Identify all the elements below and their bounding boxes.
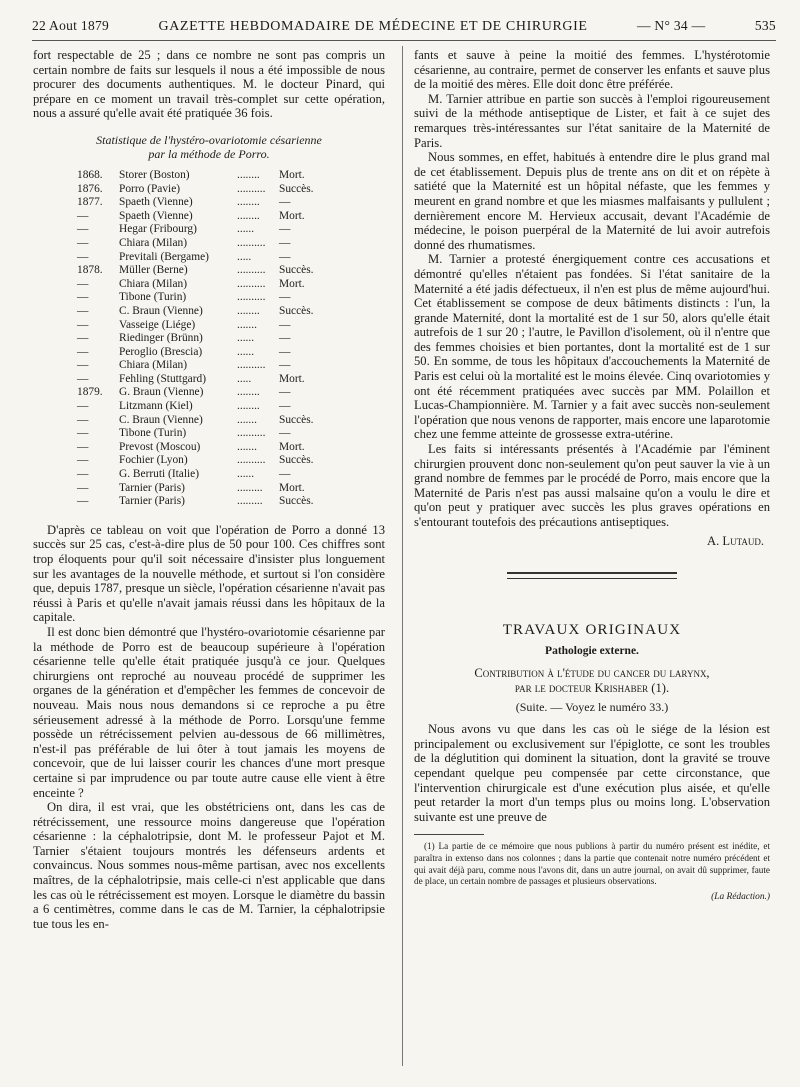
article-title [414, 666, 770, 695]
stat-result: — [279, 196, 291, 209]
stat-year: — [77, 400, 89, 413]
stat-leader: ........ [237, 196, 260, 209]
stat-leader: ........ [237, 209, 260, 222]
stat-leader: ....... [237, 440, 257, 453]
stat-surgeon: Spaeth (Vienne) [119, 209, 193, 222]
stat-leader: ........ [237, 386, 260, 399]
stat-leader: .......... [237, 454, 266, 467]
statistics-row [77, 237, 339, 251]
section-subtitle: Pathologie externe. [545, 644, 639, 657]
statistics-row [77, 332, 339, 346]
statistics-row [77, 427, 339, 441]
stat-leader: ...... [237, 223, 255, 236]
stat-surgeon: G. Braun (Vienne) [119, 386, 204, 399]
statistics-row [77, 210, 339, 224]
stat-result: — [279, 345, 291, 358]
stat-result: — [279, 400, 291, 413]
statistics-row [77, 264, 339, 278]
stat-surgeon: C. Braun (Vienne) [119, 413, 203, 426]
stat-year: — [77, 413, 89, 426]
right-paragraph-3: Nous sommes, en effet, habitués à entendre dire le plus grand mal de cet établissement. Depuis plus de trente ans on dit et on répète à satiété que la Maternité est un hôpital néfaste, que les femmes y meurent en grand nombre et que les miasmes malfaisants y pullulent ; dernièrement encore M. Hervieux accusait, devant l'Académie de médecine, le poison puerpéral de la Maternité de lui avoir autrefois donné des rhumatismes. [414, 150, 770, 252]
stat-result: Succès. [279, 182, 314, 195]
statistics-title-line-1: Statistique de l'hystéro-ovariotomie césarienne [96, 132, 322, 147]
stat-year: — [77, 291, 89, 304]
stat-surgeon: Fehling (Stuttgard) [119, 372, 207, 385]
stat-result: — [279, 236, 291, 249]
stat-year: — [77, 372, 89, 385]
article-title-line-2: par le docteur Krishaber (1). [514, 680, 670, 695]
stat-result: — [279, 427, 291, 440]
stat-result: Succès. [279, 413, 314, 426]
stat-leader: ........ [237, 304, 260, 317]
right-column [414, 48, 770, 904]
statistics-row [77, 183, 339, 197]
stat-result: — [279, 468, 291, 481]
statistics-title-line-2: par la méthode de Porro. [148, 146, 270, 161]
stat-surgeon: Prevost (Moscou) [119, 440, 201, 453]
statistics-row [77, 291, 339, 305]
stat-surgeon: Chiara (Milan) [119, 359, 188, 372]
statistics-row [77, 346, 339, 360]
stat-surgeon: Vasseige (Liége) [119, 318, 196, 331]
stat-result: Succès. [279, 264, 314, 277]
stat-leader: ...... [237, 332, 255, 345]
statistics-table-body [77, 169, 339, 509]
stat-surgeon: Porro (Pavie) [119, 182, 181, 195]
stat-leader: .......... [237, 236, 266, 249]
stat-leader: .......... [237, 291, 266, 304]
statistics-table [77, 169, 339, 509]
stat-result: Succès. [279, 495, 314, 508]
left-paragraph-2: D'après ce tableau on voit que l'opération de Porro a donné 13 succès sur 25 cas, c'est-à-dire plus de 50 pour 100. Ces chiffres sont trop éloquents pour qu'il soit nécessaire d'insister plus longuement sur les avantages de la nouvelle méthode, et surtout si l'on considère que, depuis 1787, presque un siècle, l'opération césarienne n'avait pas réussi à Paris et qu'elle n'avait jamais réussi dans les hôpitaux de la capitale. [33, 522, 385, 625]
journal-title: GAZETTE HEBDOMADAIRE DE MÉDECINE ET DE CHIRURGIE [158, 19, 588, 34]
left-paragraph-1: fort respectable de 25 ; dans ce nombre ne sont pas compris un certain nombre de faits sur lesquels il nous a été impossible de nous procurer des documents authentiques. M. le docteur Pinard, qui prépare en ce moment un travail très-complet sur cette opération, nous a assuré qu'elle avait été pratiquée 36 fois. [33, 48, 385, 121]
stat-surgeon: G. Berruti (Italie) [119, 468, 200, 481]
statistics-row [77, 495, 339, 509]
statistics-row [77, 400, 339, 414]
statistics-row [77, 251, 339, 265]
stat-surgeon: Spaeth (Vienne) [119, 196, 193, 209]
statistics-row [77, 169, 339, 183]
right-paragraph-6: Nous avons vu que dans les cas où le siége de la lésion est principalement ou exclusivement sur l'épiglotte, ce sont les troubles de la déglutition qui dominent la situation, dont la gravité se trouve cependant quelque peu compensée par cette circonstance, que l'intervention chirurgicale est d'une exécution plus aisée, et qu'elle peut retarder la mort d'un temps plus ou moins long. L'observation suivante est une preuve de [414, 722, 770, 824]
stat-result: Mort. [279, 440, 305, 453]
stat-result: — [279, 386, 291, 399]
stat-surgeon: Tibone (Turin) [119, 291, 187, 304]
statistics-row [77, 441, 339, 455]
stat-result: Succès. [279, 304, 314, 317]
stat-year: — [77, 318, 89, 331]
stat-result: — [279, 250, 291, 263]
stat-leader: ....... [237, 413, 257, 426]
footnote: (1) La partie de ce mémoire que nous publions à partir du numéro présent est inédite, et paraîtra in extenso dans nos colonnes ; dans la partie que contenait notre numéro précédent et qui avait déjà paru, comme nous l'avons dit, dans un autre journal, on avait dû supprimer, faute de place, un certain nombre de passages et plusieurs observations. [414, 841, 770, 887]
stat-year: 1879. [77, 386, 103, 399]
page-number: 535 [754, 18, 776, 33]
stat-surgeon: C. Braun (Vienne) [119, 304, 203, 317]
stat-year: 1877. [77, 196, 103, 209]
stat-year: — [77, 468, 89, 481]
stat-leader: ..... [237, 250, 252, 263]
stat-result: Mort. [279, 481, 305, 494]
stat-result: Mort. [279, 277, 305, 290]
stat-result: — [279, 223, 291, 236]
stat-surgeon: Tarnier (Paris) [119, 481, 185, 494]
stat-leader: ......... [237, 481, 263, 494]
author-signature: A. Lutaud. [706, 533, 764, 548]
stat-leader: .......... [237, 182, 266, 195]
stat-year: — [77, 277, 89, 290]
issue-number: — N° 34 — [636, 18, 706, 33]
stat-leader: ...... [237, 345, 255, 358]
footnote-signature: (La Rédaction.) [711, 891, 770, 902]
stat-year: — [77, 304, 89, 317]
statistics-row [77, 319, 339, 333]
right-paragraph-1: fants et sauve à peine la moitié des femmes. L'hystérotomie césarienne, au contraire, permet de conserver les enfants et sauve plus de la moitié des mères. Elle doit donc être préférée. [414, 48, 770, 92]
stat-surgeon: Peroglio (Brescia) [119, 345, 203, 358]
statistics-row [77, 468, 339, 482]
stat-year: — [77, 440, 89, 453]
article-title-line-1: Contribution à l'étude du cancer du larynx, [474, 666, 710, 681]
stat-leader: ..... [237, 372, 252, 385]
stat-leader: ......... [237, 495, 263, 508]
stat-year: — [77, 209, 89, 222]
stat-surgeon: Litzmann (Kiel) [119, 400, 193, 413]
stat-surgeon: Riedinger (Brünn) [119, 332, 203, 345]
stat-result: — [279, 359, 291, 372]
stat-leader: ....... [237, 318, 257, 331]
header-date: 22 Aout 1879 [32, 18, 110, 33]
stat-result: Succès. [279, 454, 314, 467]
stat-result: — [279, 318, 291, 331]
stat-year: — [77, 236, 89, 249]
running-header [32, 18, 776, 41]
statistics-row [77, 414, 339, 428]
stat-surgeon: Hegar (Fribourg) [119, 223, 197, 236]
section-title: TRAVAUX ORIGINAUX [502, 622, 682, 639]
stat-year: — [77, 345, 89, 358]
stat-result: — [279, 332, 291, 345]
statistics-row [77, 305, 339, 319]
stat-surgeon: Tarnier (Paris) [119, 495, 185, 508]
stat-surgeon: Fochier (Lyon) [119, 454, 188, 467]
stat-surgeon: Previtali (Bergame) [119, 250, 209, 263]
section-ornament [507, 572, 677, 579]
stat-surgeon: Tibone (Turin) [119, 427, 187, 440]
left-paragraph-4: On dira, il est vrai, que les obstétriciens ont, dans les cas de rétrécissement, une ressource moins dangereuse que l'opération césarienne : la céphalotripsie, dont M. le professeur Pajot et M. Tarnier s'étaient toujours montrés les défenseurs ardents et convaincus. Nous sommes nous-même partisan, avec nos excellents maîtres, de la céphalotripsie, mais celle-ci n'est applicable que dans les cas où le rétrécissement est moyen. Lorsque le diamètre du bassin a 6 centimètres, comme dans le cas de M. Tarnier, la céphalotripsie tue tous les en- [33, 800, 385, 931]
stat-result: — [279, 291, 291, 304]
stat-leader: .......... [237, 264, 266, 277]
statistics-row [77, 223, 339, 237]
statistics-row [77, 278, 339, 292]
stat-year: — [77, 481, 89, 494]
statistics-row [77, 373, 339, 387]
left-paragraph-3: Il est donc bien démontré que l'hystéro-ovariotomie césarienne par la méthode de Porro est de beaucoup supérieure à l'opération césarienne telle qu'elle était pratiquée jusqu'à ce jour. Quelques chirurgiens ont reproché au nouveau procédé de supprimer les organes de la génération et d'empêcher les femmes de concevoir de nouveau. Mais nous nous demandons si ce reproche a pu être sérieusement adressé à la méthode de Porro. Lorsqu'une femme possède un rétrécissement pelvien au-dessous de 66 millimètres, n'est-il pas préférable de lui ôter à tout jamais les moyens de concevoir, que de lui laisser courir les chances d'une mort presque certaine si par imprudence ou par toute autre cause elle vient à être enceinte ? [33, 624, 385, 800]
stat-year: — [77, 250, 89, 263]
right-paragraph-4: M. Tarnier a protesté énergiquement contre ces accusations et démontré qu'elles n'étaient pas fondées. Si l'état sanitaire de la Maternité a été jadis défectueux, il n'en est plus de même aujourd'hui. Cet établissement se compose de deux bâtiments distincts : l'un, la grande Maternité, dont la mortalité est de 1 sur 50, alors qu'elle était autrefois de 1 sur 20 ; l'autre, le Pavillon d'isolement, où il n'entre que des femmes choisies et bien portantes, dont la mortalité est de 1 sur 50. En somme, de tous les hôpitaux d'accouchements la Maternité de Paris est celui où la mortalité est le moins élevée. Cinq ovariotomies y ont été récemment pratiquées avec succès par MM. Polaillon et Lucas-Championnière. M. Tarnier y a fait avec succès non-seulement l'opération que nous venons de rapporter, mais encore une laparotomie chez une femme atteinte de grossesse extra-utérine. [414, 252, 770, 442]
stat-leader: .......... [237, 427, 266, 440]
statistics-row [77, 454, 339, 468]
stat-year: — [77, 495, 89, 508]
stat-result: Mort. [279, 168, 305, 181]
statistics-row [77, 386, 339, 400]
stat-year: — [77, 454, 89, 467]
column-divider [402, 46, 403, 1066]
stat-year: 1868. [77, 168, 103, 181]
right-paragraph-5: Les faits si intéressants présentés à l'Académie par l'éminent chirurgien prouvent donc non-seulement qu'on peut sauver la vie à un grand nombre de femmes par le procédé de Porro, mais encore que la Maternité de Paris n'est pas aussi malsaine qu'on a voulu le dire et qu'on peut y pratiquer avec succès les plus graves opérations en s'entourant toutefois des précautions antiseptiques. [414, 442, 770, 529]
stat-leader: .......... [237, 359, 266, 372]
footnote-rule [414, 834, 484, 835]
stat-year: — [77, 359, 89, 372]
statistics-row [77, 482, 339, 496]
statistics-row [77, 196, 339, 210]
stat-result: Mort. [279, 372, 305, 385]
stat-surgeon: Müller (Berne) [119, 264, 188, 277]
statistics-title [33, 133, 385, 161]
stat-year: 1876. [77, 182, 103, 195]
stat-year: 1878. [77, 264, 103, 277]
left-column [33, 48, 385, 931]
stat-surgeon: Chiara (Milan) [119, 277, 188, 290]
stat-leader: ........ [237, 400, 260, 413]
stat-surgeon: Storer (Boston) [119, 168, 190, 181]
stat-leader: .......... [237, 277, 266, 290]
article-continuation: (Suite. — Voyez le numéro 33.) [515, 699, 669, 714]
stat-year: — [77, 332, 89, 345]
stat-surgeon: Chiara (Milan) [119, 236, 188, 249]
stat-result: Mort. [279, 209, 305, 222]
statistics-row [77, 359, 339, 373]
stat-leader: ...... [237, 468, 255, 481]
stat-leader: ........ [237, 168, 260, 181]
stat-year: — [77, 427, 89, 440]
right-paragraph-2: M. Tarnier attribue en partie son succès à l'emploi rigoureusement suivi de la méthode antiseptique de Lister, et fait à ce sujet des remarques très-intéressantes sur l'état sanitaire de la Maternité de Paris. [414, 91, 770, 150]
stat-year: — [77, 223, 89, 236]
